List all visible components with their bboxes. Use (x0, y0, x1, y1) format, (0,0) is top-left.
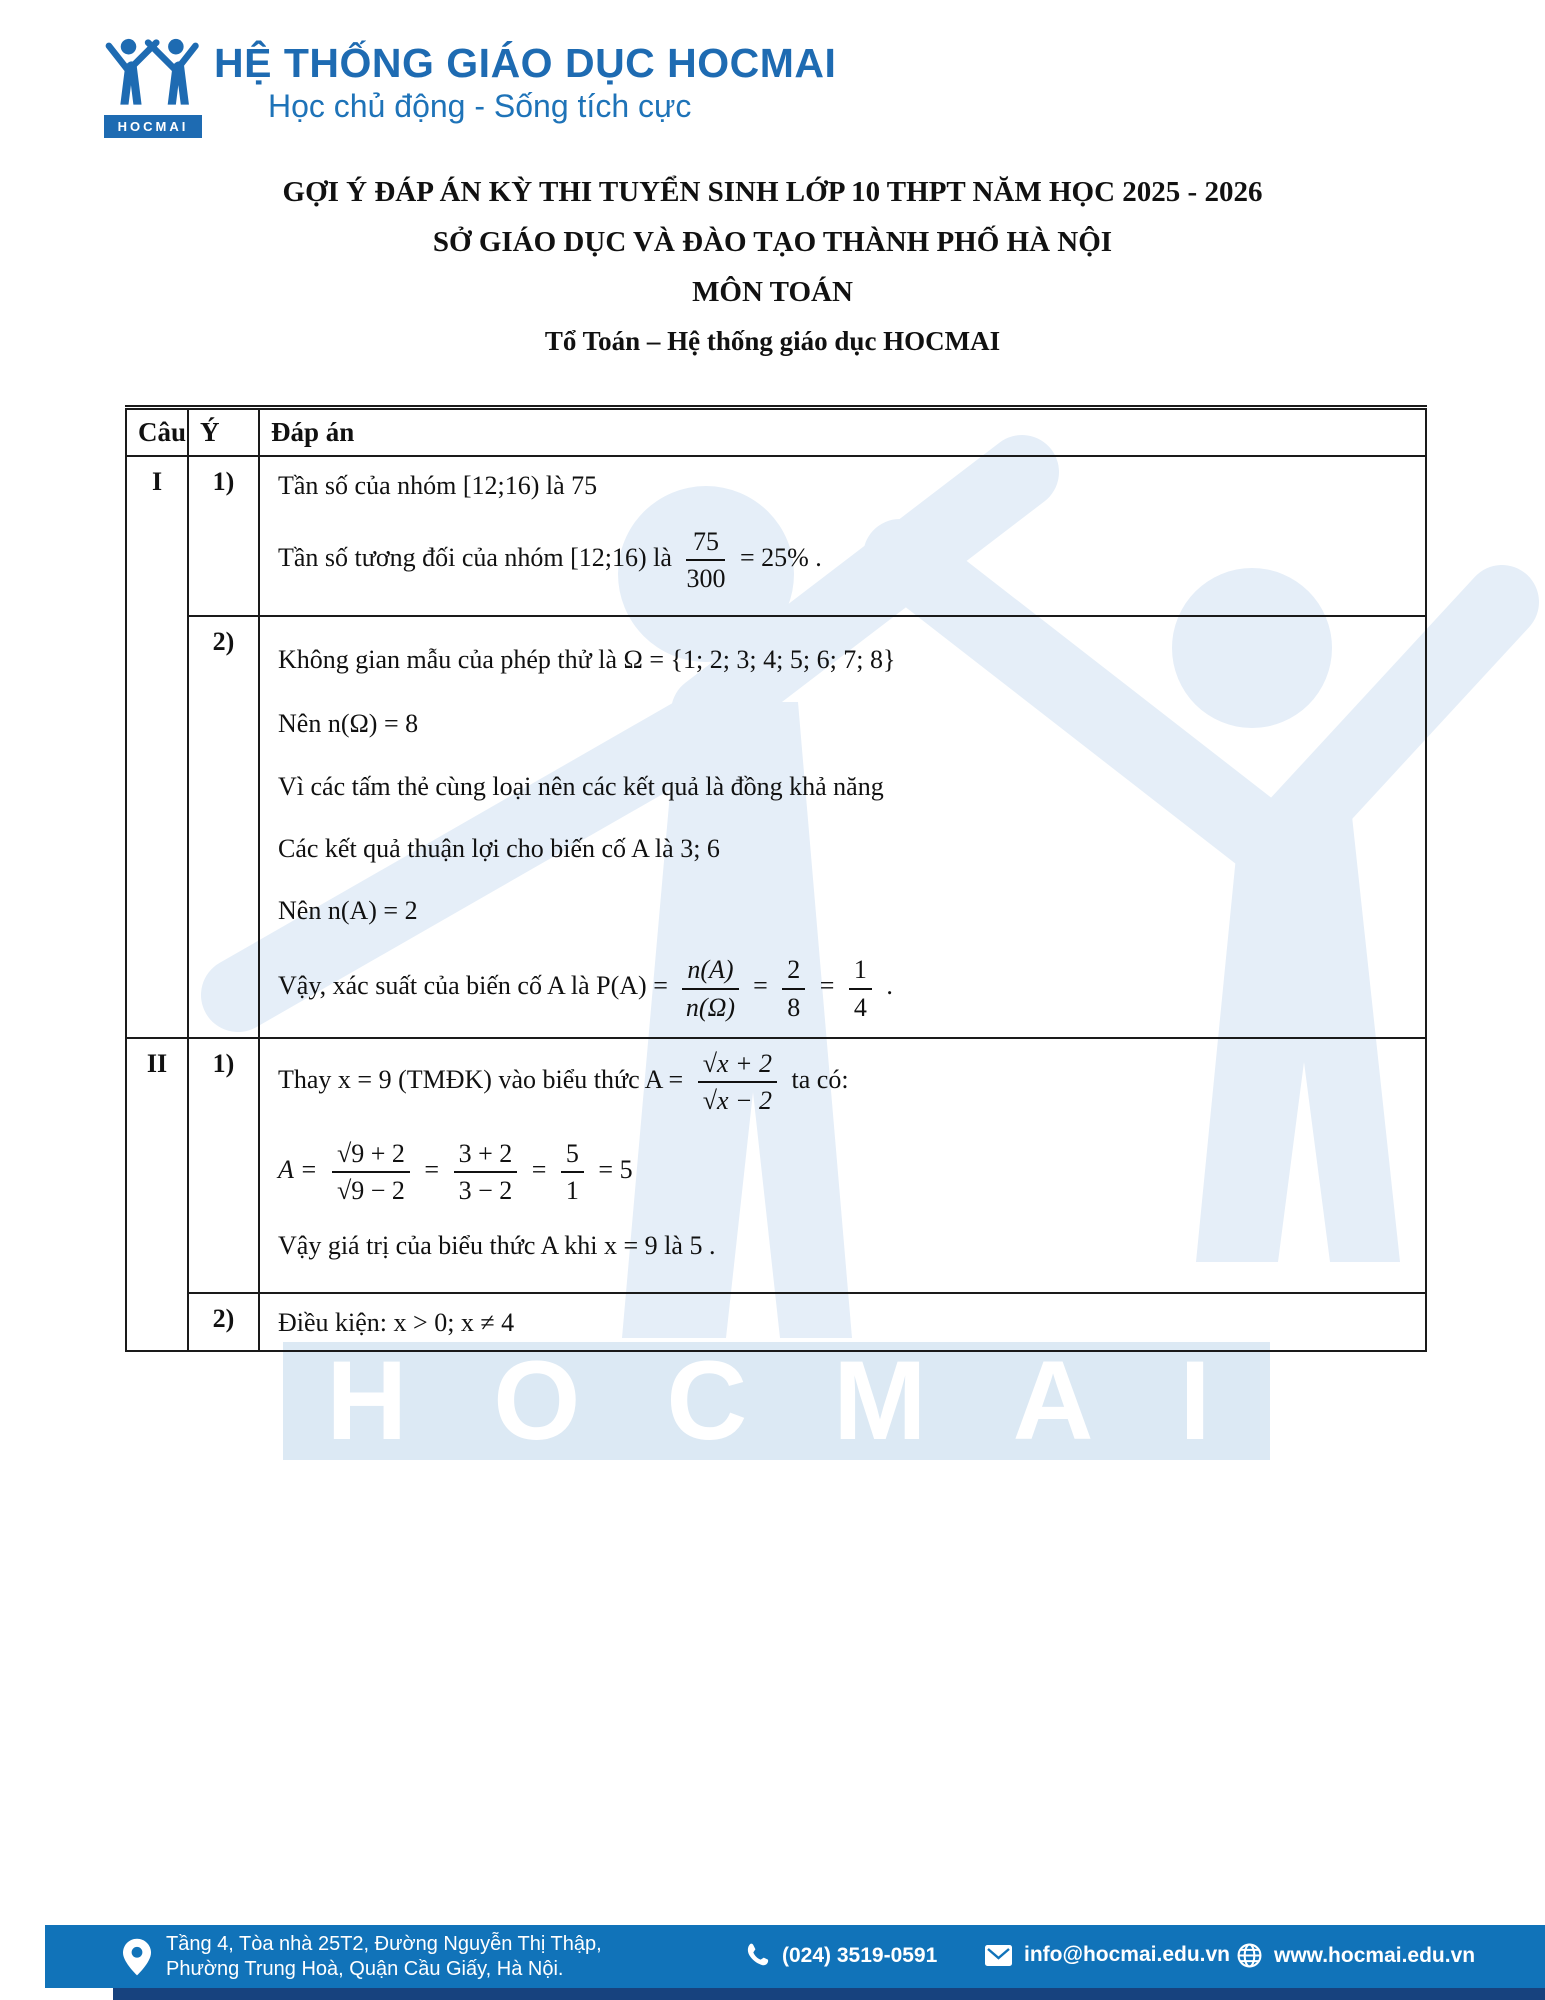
cell-cau-II: II (126, 1038, 188, 1351)
org-tagline: Học chủ động - Sống tích cực (268, 88, 692, 124)
hocmai-logo (104, 36, 204, 138)
footer-email-label: info@hocmai.edu.vn (1024, 1943, 1230, 1966)
globe-icon (1237, 1943, 1262, 1968)
fraction: $\frac{√x + 2}{√x - 2}$ (698, 1049, 777, 1115)
title-line2: SỞ GIÁO DỤC VÀ ĐÀO TẠO THÀNH PHỐ HÀ NỘI (432, 226, 1113, 258)
answer-line: Tần số tương đối của nhóm [12;16) là $\frac{75}{300}$ = 25% . (278, 526, 822, 593)
answer-line: Vậy giá trị của biểu thức A khi x = 9 là 5 . (278, 1231, 716, 1261)
footer-phone (745, 1943, 937, 1968)
answer-line: Điều kiện: x > 0; x ≠ 4 (278, 1308, 515, 1337)
title-line3: MÔN TOÁN (692, 276, 853, 308)
table-header-row (126, 408, 1426, 457)
answer-line: Tần số của nhóm [12;16) là 75 (278, 471, 598, 500)
answer-line: Không gian mẫu của phép thử là Ω = {1; 2; 3; 4; 5; 6; 7; 8} (278, 645, 896, 674)
answer-line: Nên n(A) = 2 (278, 895, 418, 925)
answer-line: Nên n(Ω) = 8 (278, 708, 419, 738)
footer-website-label: www.hocmai.edu.vn (1274, 1943, 1476, 1967)
table-row (126, 456, 1426, 616)
hocmai-logo-box (104, 115, 202, 138)
footer-address (123, 1932, 602, 1982)
footer-bar (45, 1925, 1545, 1988)
footer-accent-strip (113, 1988, 1545, 2000)
footer-address-line2: Phường Trung Hoà, Quận Cầu Giấy, Hà Nội. (166, 1958, 564, 1980)
envelope-icon (985, 1945, 1012, 1966)
fraction: $\frac{2}{8}$ (782, 955, 805, 1021)
org-name: HỆ THỐNG GIÁO DỤC HOCMAI (214, 40, 837, 86)
table-row (126, 616, 1426, 1038)
table-row (126, 1038, 1426, 1293)
fraction: $\frac{3 + 2}{3 - 2}$ (454, 1139, 518, 1205)
cell-answer-II1 (259, 1038, 1426, 1293)
watermark-wordmark-band (283, 1338, 1297, 1463)
watermark-wordmark: HOCMAI (326, 1338, 1297, 1463)
cell-y-II1: 1) (188, 1038, 259, 1293)
footer-phone-label: (024) 3519-0591 (782, 1943, 938, 1967)
cell-y-I2: 2) (188, 616, 259, 1038)
fraction: $\frac{n(A)}{n(\Omega)}$ (682, 955, 738, 1021)
cell-answer-I1 (259, 456, 1426, 616)
footer-address-line1: Tầng 4, Tòa nhà 25T2, Đường Nguyễn Thị Thập, (166, 1933, 602, 1955)
cell-y-II2: 2) (188, 1293, 259, 1351)
fraction: $\frac{75}{300}$ (686, 526, 726, 593)
cell-answer-I2 (259, 616, 1426, 1038)
document-titles (0, 176, 1545, 357)
answer-line: A = $\frac{√9 + 2}{√9 - 2}$ = $\frac{3 + 2}{3 - 2}$ = $\frac{5}{1}$ = 5 (278, 1139, 633, 1206)
answer-line: Vì các tấm thẻ cùng loại nên các kết quả là đồng khả năng (278, 772, 884, 802)
cell-y-I1: 1) (188, 456, 259, 616)
answer-line: Các kết quả thuận lợi cho biến cố A là 3; 6 (278, 834, 720, 864)
location-pin-icon (123, 1938, 151, 1976)
answer-table (125, 405, 1427, 1352)
footer-website (1237, 1943, 1475, 1968)
cell-cau-I: I (126, 456, 188, 1038)
col-header-y: Ý (188, 408, 259, 457)
answer-line: Vậy, xác suất của biến cố A là P(A) = $\frac{n(A)}{n(\Omega)}$ = $\frac{2}{8}$ = $\frac{1}{4}$ . (278, 955, 893, 1022)
title-line4: Tổ Toán – Hệ thống giáo dục HOCMAI (544, 326, 1001, 356)
fraction: $\frac{√9 + 2}{√9 - 2}$ (332, 1139, 410, 1205)
phone-icon (745, 1943, 770, 1968)
fraction: $\frac{5}{1}$ (561, 1139, 584, 1205)
col-header-cau: Câu (126, 408, 188, 457)
hocmai-logo-icon (104, 36, 202, 108)
col-header-dapan: Đáp án (259, 408, 1426, 457)
title-line1: GỢI Ý ĐÁP ÁN KỲ THI TUYỂN SINH LỚP 10 THPT NĂM HỌC 2025 - 2026 (282, 176, 1263, 208)
table-row (126, 1293, 1426, 1351)
cell-answer-II2 (259, 1293, 1426, 1351)
answer-line: Thay x = 9 (TMĐK) vào biểu thức A = $\frac{√x + 2}{√x - 2}$ ta có: (278, 1049, 849, 1116)
fraction: $\frac{1}{4}$ (849, 955, 872, 1021)
hocmai-logo-text: HOCMAI (117, 119, 189, 134)
footer-email (985, 1943, 1230, 1967)
